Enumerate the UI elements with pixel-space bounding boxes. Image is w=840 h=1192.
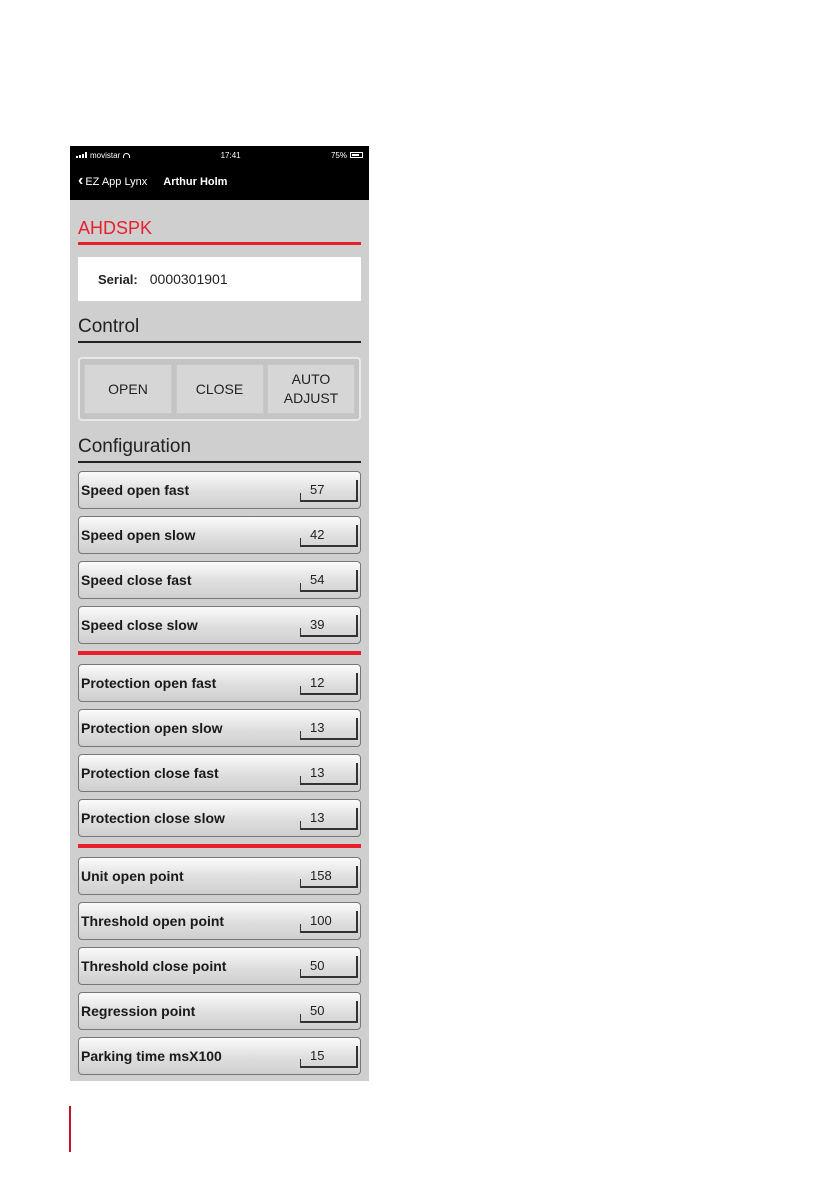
config-row[interactable] — [78, 992, 361, 1030]
group-separator — [78, 651, 361, 655]
config-label: Protection close slow — [81, 810, 225, 826]
config-label: Threshold open point — [81, 913, 225, 929]
config-row[interactable] — [78, 857, 361, 895]
config-row[interactable] — [78, 754, 361, 792]
config-row[interactable] — [78, 902, 361, 940]
control-divider — [78, 341, 361, 343]
config-label: Speed close slow — [81, 617, 198, 633]
config-label: Speed close fast — [81, 572, 192, 588]
status-bar — [70, 146, 369, 164]
value-underline — [300, 500, 358, 502]
config-value-field[interactable]: 13 — [300, 716, 358, 740]
config-row[interactable] — [78, 709, 361, 747]
page-margin-bar — [69, 1106, 71, 1152]
value-underline — [300, 590, 358, 592]
auto-adjust-button[interactable]: AUTO ADJUST — [267, 364, 355, 414]
value-underline — [300, 976, 358, 978]
config-row[interactable] — [78, 664, 361, 702]
config-label: Protection open slow — [81, 720, 223, 736]
wifi-icon — [123, 153, 130, 158]
control-panel — [78, 357, 361, 421]
close-button[interactable]: CLOSE — [176, 364, 264, 414]
configuration-list — [78, 471, 361, 1075]
status-right — [331, 151, 363, 160]
value-underline — [300, 693, 358, 695]
config-value-field[interactable]: 54 — [300, 568, 358, 592]
config-label: Speed open fast — [81, 482, 190, 498]
back-button[interactable] — [78, 172, 148, 189]
chevron-left-icon: ‹ — [78, 172, 84, 189]
value-underline — [300, 931, 358, 933]
config-value-field[interactable]: 100 — [300, 909, 358, 933]
device-divider — [78, 242, 361, 245]
back-label: EZ App Lynx — [85, 176, 148, 188]
config-label: Unit open point — [81, 868, 184, 884]
config-row[interactable] — [78, 516, 361, 554]
config-row[interactable] — [78, 947, 361, 985]
config-label: Protection close fast — [81, 765, 219, 781]
control-title: Control — [78, 316, 140, 337]
config-value-field[interactable]: 42 — [300, 523, 358, 547]
clock: 17:41 — [220, 150, 241, 160]
config-value-field[interactable]: 57 — [300, 478, 358, 502]
content — [70, 216, 369, 1075]
nav-title: Arthur Holm — [163, 176, 228, 188]
carrier-label: movistar — [90, 150, 121, 160]
config-value-field[interactable]: 50 — [300, 954, 358, 978]
config-value-field[interactable]: 50 — [300, 999, 358, 1023]
value-underline — [300, 1021, 358, 1023]
value-underline — [300, 738, 358, 740]
nav-bar — [70, 164, 369, 200]
config-value-field[interactable]: 15 — [300, 1044, 358, 1068]
phone-screen — [70, 146, 369, 1081]
value-underline — [300, 545, 358, 547]
config-row[interactable] — [78, 561, 361, 599]
config-label: Threshold close point — [81, 958, 227, 974]
open-button[interactable]: OPEN — [84, 364, 172, 414]
value-underline — [300, 783, 358, 785]
signal-icon — [76, 152, 87, 158]
config-row[interactable] — [78, 799, 361, 837]
config-value-field[interactable]: 158 — [300, 864, 358, 888]
config-value-field[interactable]: 12 — [300, 671, 358, 695]
configuration-divider — [78, 461, 361, 463]
group-separator — [78, 844, 361, 848]
battery-icon — [350, 152, 363, 158]
configuration-title: Configuration — [78, 436, 192, 457]
config-label: Protection open fast — [81, 675, 217, 691]
serial-box — [78, 257, 361, 301]
config-value-field[interactable]: 13 — [300, 806, 358, 830]
value-underline — [300, 886, 358, 888]
config-row[interactable] — [78, 1037, 361, 1075]
config-label: Regression point — [81, 1003, 196, 1019]
config-row[interactable] — [78, 606, 361, 644]
serial-label: Serial: — [98, 271, 138, 287]
config-value-field[interactable]: 39 — [300, 613, 358, 637]
config-value-field[interactable]: 13 — [300, 761, 358, 785]
battery-percent: 75% — [330, 150, 347, 160]
config-label: Parking time msX100 — [81, 1048, 222, 1064]
status-left — [76, 151, 130, 160]
value-underline — [300, 635, 358, 637]
value-underline — [300, 1066, 358, 1068]
config-label: Speed open slow — [81, 527, 196, 543]
value-underline — [300, 828, 358, 830]
config-row[interactable] — [78, 471, 361, 509]
device-name: AHDSPK — [78, 218, 153, 238]
serial-value: 0000301901 — [149, 271, 228, 287]
